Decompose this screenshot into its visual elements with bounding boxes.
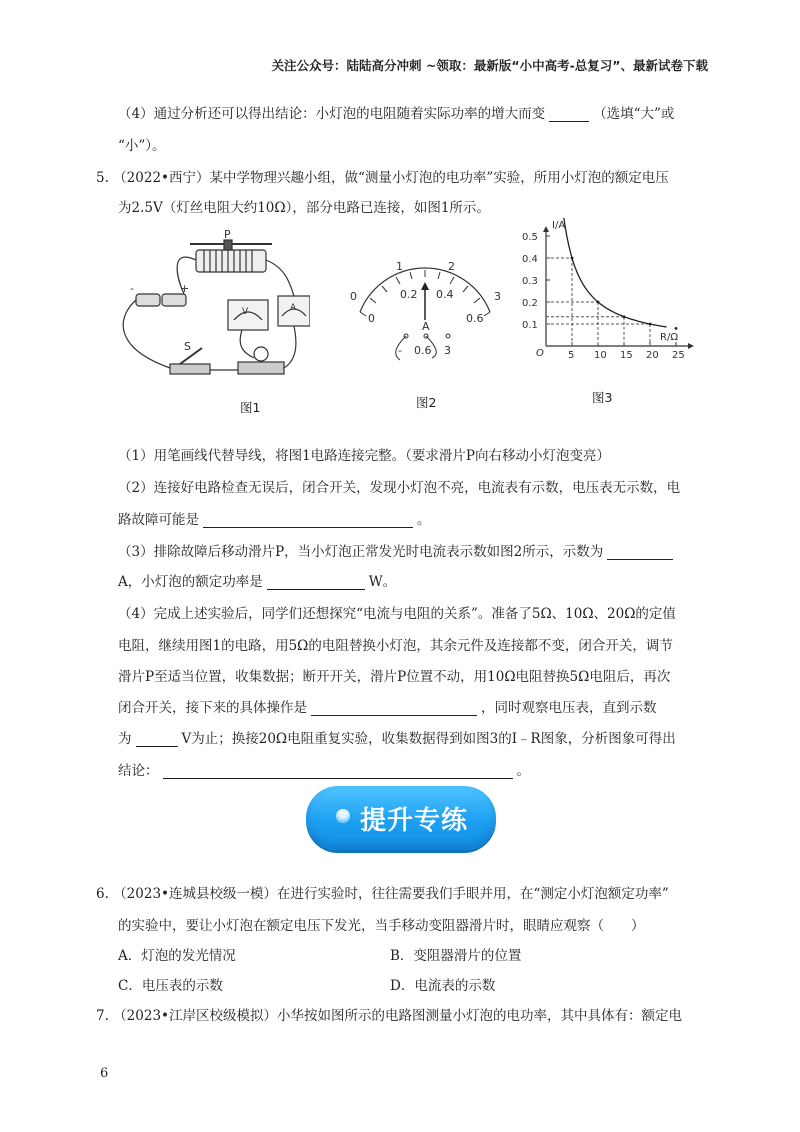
q4-prev-tail: （选填“大”或	[593, 106, 675, 122]
q5-part2-line2	[118, 508, 431, 528]
series-line-i-r	[563, 218, 667, 327]
q4-prev-line1	[118, 102, 674, 122]
q5-part4-line3: 滑片P至适当位置，收集数据；断开开关，滑片P位置不动，用10Ω电阻替换5Ω电阻后，再次	[118, 669, 671, 685]
q5-intro-line1: 5. （2022•西宁）某中学物理兴趣小组，做“测量小灯泡的电功率”实验，所用小灯泡的额定电压	[96, 170, 669, 186]
answer-blank-fault	[203, 513, 413, 528]
answer-blank-voltage	[136, 732, 178, 747]
answer-blank-power	[267, 575, 365, 590]
x-axis-label: R/Ω	[660, 332, 678, 343]
y-tick-label: 0.1	[522, 320, 538, 331]
q5-part3-text2: A，小灯泡的额定功率是	[118, 574, 263, 590]
slider-p	[224, 240, 232, 250]
dial-terminal: 3	[444, 344, 451, 357]
y-axis-label: I/A	[552, 220, 566, 231]
q5-part4-line2: 电阻，继续用图1的电路，用5Ω的电阻替换小灯泡，其余元件及连接都不变，闭合开关，调节	[118, 638, 673, 654]
q6-line2: 的实验中，要让小灯泡在额定电压下发光，当手移动变阻器滑片时，眼睛应观察（ ）	[118, 918, 645, 934]
q5-part4-text: 闭合开关，接下来的具体操作是	[118, 700, 307, 716]
dial-top-tick: 0	[350, 290, 357, 303]
y-tick-label: 0.5	[522, 232, 538, 243]
light-bulb	[254, 347, 268, 361]
q5-part1: （1）用笔画线代替导线，将图1电路连接完整。（要求滑片P向右移动小灯泡变亮）	[118, 448, 611, 464]
q5-part3-end: W。	[368, 574, 397, 590]
switch	[170, 364, 210, 374]
label-plus: +	[180, 282, 190, 295]
figure-1-circuit	[110, 228, 310, 388]
dial-bottom-tick: 0.2	[400, 288, 418, 301]
figure-2-caption: 图2	[416, 395, 437, 410]
q5-part3-line2	[118, 570, 396, 590]
data-point	[623, 315, 626, 318]
q5-part2-line1: （2）连接好电路检查无误后，闭合开关，发现小灯泡不亮，电流表有示数，电压表无示数，电	[118, 480, 681, 496]
answer-blank-operation	[311, 701, 477, 716]
y-axis-arrow	[543, 226, 549, 232]
label-minus: -	[130, 282, 134, 295]
x-tick-label: 5	[568, 350, 575, 361]
y-tick-label: 0.3	[522, 276, 538, 287]
data-point	[649, 323, 652, 326]
q5-part4-end: 。	[516, 763, 530, 779]
data-point	[571, 257, 574, 260]
answer-blank-conclusion	[163, 764, 513, 779]
dial-terminal: 0.6	[414, 344, 432, 357]
data-point	[675, 327, 678, 330]
q5-part4-text2: ，同时观察电压表，直到示数	[481, 700, 657, 716]
q5-part2-end: 。	[417, 512, 431, 528]
q5-part4-text3: 为	[118, 731, 132, 747]
answer-blank-current	[607, 545, 673, 560]
practice-banner	[306, 786, 496, 850]
answer-blank	[549, 107, 589, 122]
q4-prev-line2: “小”）。	[118, 138, 166, 154]
q5-part4-line5	[118, 727, 676, 747]
x-tick-label: 10	[594, 350, 607, 361]
battery-cell	[136, 294, 160, 306]
dial-bottom-tick: 0.6	[466, 312, 484, 325]
dial-top-tick: 1	[396, 260, 403, 273]
page-number: 6	[100, 1066, 109, 1081]
battery-cell	[162, 294, 186, 306]
figure-3-caption: 图3	[592, 390, 613, 405]
dial-unit: A	[422, 320, 430, 333]
q6-option-d: D．电流表的示数	[390, 978, 496, 994]
q5-intro-line2: 为2.5V（灯丝电阻大约10Ω），部分电路已连接，如图1所示。	[118, 200, 490, 216]
figure-2-ammeter-dial	[340, 250, 510, 370]
q5-part4-text4: V为止；换接20Ω电阻重复实验，收集数据得到如图3的I﹣R图象，分析图象可得出	[181, 731, 676, 747]
figure-3-ir-graph	[512, 218, 702, 388]
banner-dot-icon	[336, 809, 350, 823]
q5-part4-text5: 结论：	[118, 763, 159, 779]
q6-option-a: A．灯泡的发光情况	[118, 948, 236, 964]
q6-option-b: B．变阻器滑片的位置	[390, 948, 522, 964]
bulb-base	[238, 362, 284, 374]
dial-bottom-tick: 0	[368, 312, 375, 325]
banner-text: 提升专练	[360, 806, 469, 836]
dial-top-tick: 2	[448, 260, 455, 273]
rheostat	[196, 250, 266, 272]
q5-part3-text: （3）排除故障后移动滑片P，当小灯泡正常发光时电流表示数如图2所示，示数为	[118, 544, 604, 560]
label-a: A	[290, 303, 297, 313]
q5-part4-line4	[118, 696, 657, 716]
label-p: P	[224, 228, 231, 241]
q5-part3-line1	[118, 540, 677, 560]
q6-option-c: C．电压表的示数	[118, 978, 223, 994]
q5-part2-text: 路故障可能是	[118, 512, 199, 528]
q5-part4-line1: （4）完成上述实验后，同学们还想探究“电流与电阻的关系”。准备了5Ω、10Ω、20Ω的定值	[118, 606, 676, 622]
x-tick-label: 15	[620, 350, 633, 361]
origin-label: O	[536, 348, 544, 359]
x-tick-label: 20	[646, 350, 659, 361]
y-tick-label: 0.2	[522, 298, 538, 309]
page-header: 关注公众号：陆陆高分冲刺 ~领取：最新版“小中高考-总复习”、最新试卷下载	[271, 58, 708, 73]
label-v: V	[242, 307, 249, 317]
dial-top-tick: 3	[494, 290, 501, 303]
q6-line1: 6. （2023•连城县校级一模）在进行实验时，往往需要我们手眼并用，在“测定小灯泡额定功率”	[96, 886, 669, 902]
dial-terminal: -	[398, 344, 402, 357]
q7-line1: 7. （2023•江岸区校级模拟）小华按如图所示的电路图测量小灯泡的电功率，其中具体有：额定电	[96, 1008, 682, 1024]
dial-bottom-tick: 0.4	[436, 288, 454, 301]
figure-1-caption: 图1	[240, 400, 261, 415]
q5-part4-line6	[118, 759, 530, 779]
x-tick-label: 25	[672, 350, 685, 361]
q4-prev-text: （4）通过分析还可以得出结论：小灯泡的电阻随着实际功率的增大而变	[118, 106, 546, 122]
y-tick-label: 0.4	[522, 254, 538, 265]
data-point	[597, 301, 600, 304]
label-s: S	[184, 340, 191, 353]
x-axis-arrow	[688, 343, 694, 349]
